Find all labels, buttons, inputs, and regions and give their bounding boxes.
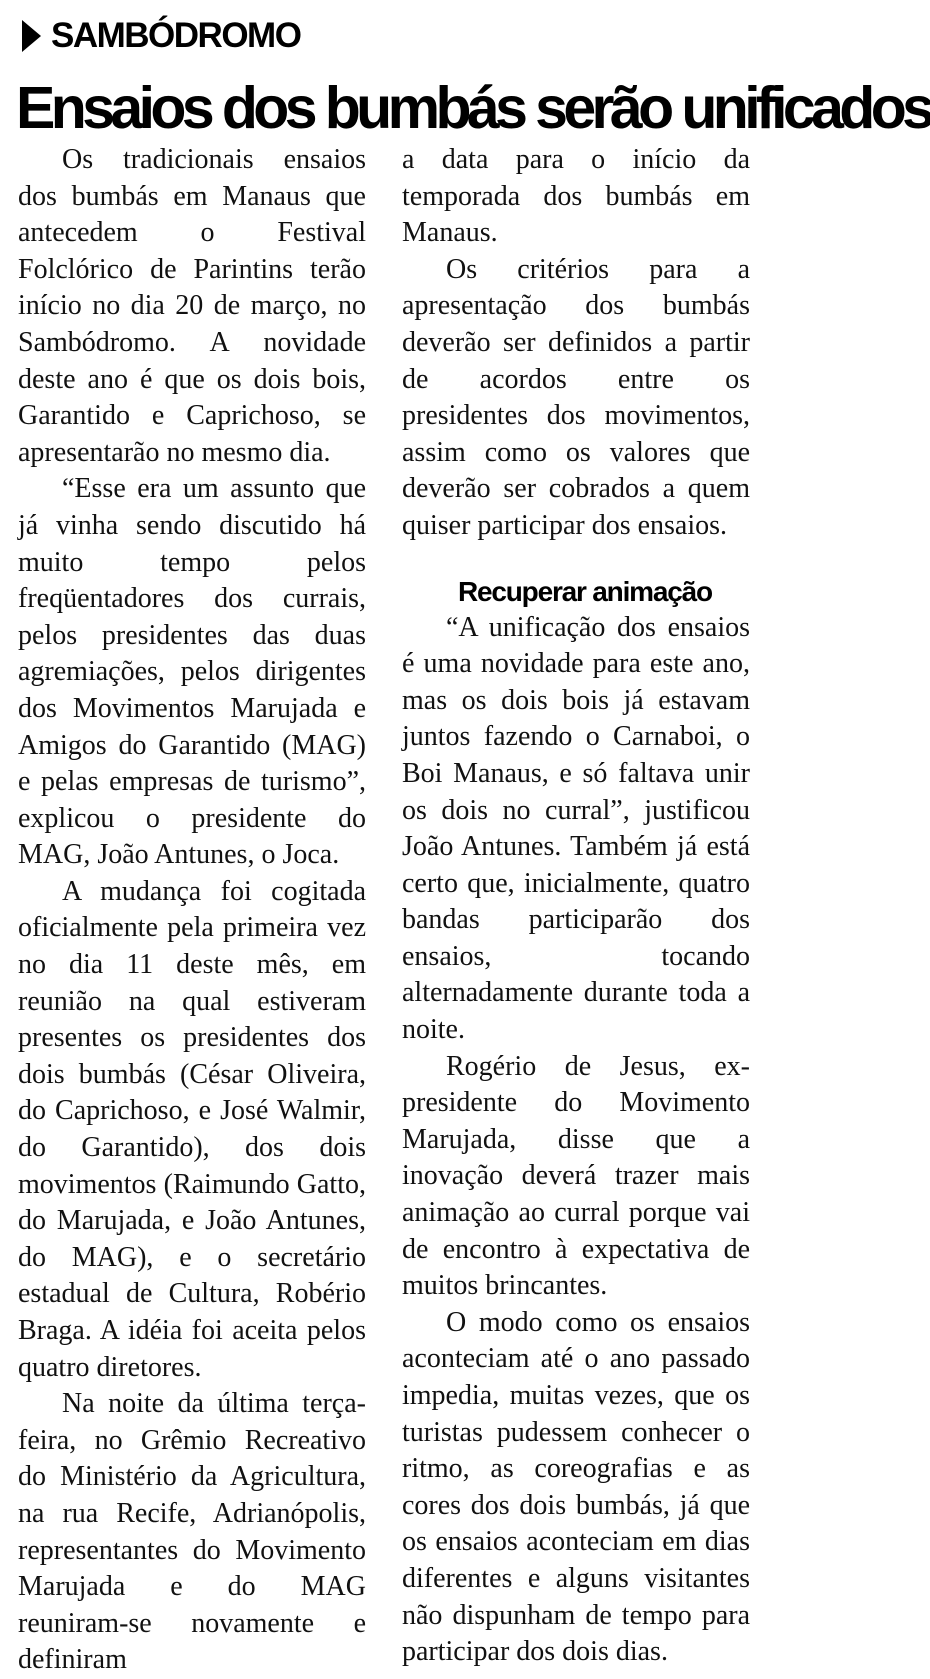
paragraph: O modo como os ensaios aconteciam até o ano passado impedia, muitas vezes, que os turistas pudessem conhecer o ritmo, as coreografias e as cores dos dois bumbás, já que os ensaios aconteciam em dias diferentes e alguns visitantes não dispunham de tempo para participar dos dois dias.	[402, 1306, 750, 1668]
left-column	[18, 142, 366, 1679]
paragraph: Rogério de Jesus, ex-presidente do Movimento Marujada, disse que a inovação deverá trazer mais animação ao curral porque vai de encontro à expectativa de muitos brincantes.	[402, 1050, 750, 1302]
right-column	[402, 142, 750, 1671]
paragraph: Os critérios para a apresentação dos bumbás deverão ser definidos a partir de acordos entre os presidentes dos movimentos, assim como os valores que deverão ser cobrados a quem quiser participar dos ensaios.	[402, 253, 750, 541]
section-kicker	[22, 14, 300, 58]
paragraph: “Esse era um assunto que já vinha sendo discutido há muito tempo pelos freqüentadores dos currais, pelos presidentes das duas agremiações, pelos dirigentes dos Movimentos Marujada e Amigos do Garantido (MAG) e pelas empresas de turismo”, explicou o presidente do MAG, João Antunes, o Joca.	[18, 473, 366, 871]
paragraph: Na noite da última terça-feira, no Grêmio Recreativo do Ministério da Agricultura, na rua Recife, Adrianópolis, representantes do Movimento Marujada e do MAG reuniram-se novamente e definiram	[18, 1388, 366, 1676]
paragraph: a data para o início da temporada dos bumbás em Manaus.	[402, 144, 750, 249]
section-label: SAMBÓDROMO	[51, 16, 301, 55]
subheading: Recuperar animação	[458, 575, 712, 607]
triangle-bullet-icon	[22, 20, 41, 52]
paragraph: Os tradicionais ensaios dos bumbás em Manaus que antecedem o Festival Folclórico de Parintins terão início no dia 20 de março, no Sambódromo. A novidade deste ano é que os dois bois, Garantido e Caprichoso, se apresentarão no mesmo dia.	[18, 144, 366, 468]
paragraph: A mudança foi cogitada oficialmente pela primeira vez no dia 11 deste mês, em reunião na qual estiveram presentes os presidentes dos dois bumbás (César Oliveira, do Caprichoso, e José Walmir, do Garantido), dos dois movimentos (Raimundo Gatto, do Marujada, e João Antunes, do MAG), e o secretário estadual de Cultura, Robério Braga. A idéia foi aceita pelos quatro diretores.	[18, 875, 366, 1383]
paragraph: “A unificação dos ensaios é uma novidade para este ano, mas os dois bois já estavam juntos fazendo o Carnaboi, o Boi Manaus, e só faltava unir os dois no curral”, justificou João Antunes. Também já está certo que, inicialmente, quatro bandas participarão dos ensaios, tocando alternadamente durante toda a noite.	[402, 611, 750, 1046]
headline: Ensaios dos bumbás serão unificados	[16, 75, 930, 141]
